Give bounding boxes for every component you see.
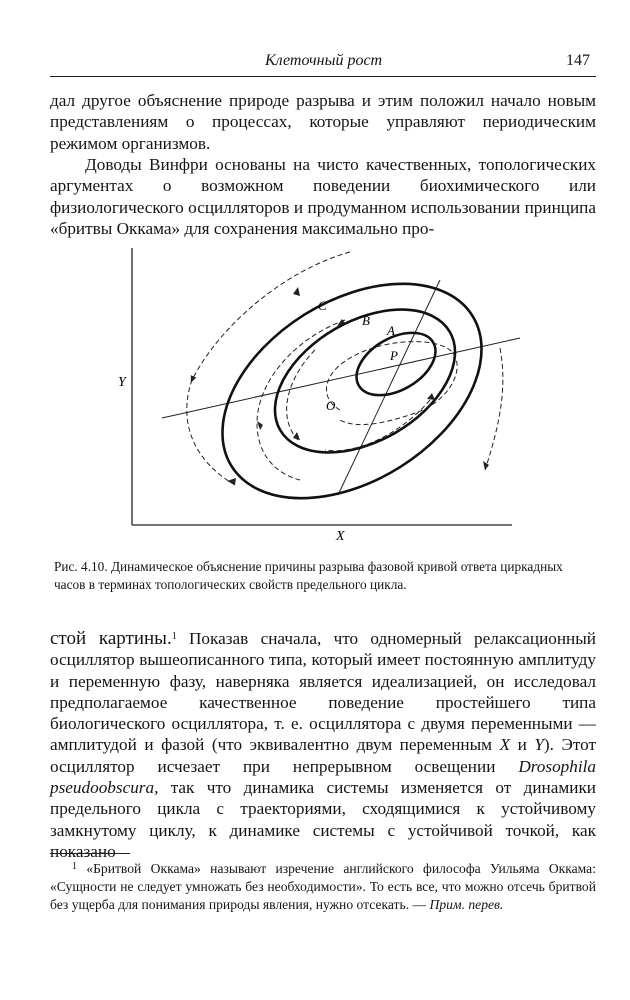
phase-portrait-diagram xyxy=(100,240,540,540)
footnote xyxy=(50,860,596,915)
trajectory-inner-left xyxy=(287,350,315,440)
var-y: Y xyxy=(534,735,544,755)
header-rule xyxy=(50,76,596,77)
cycle-b xyxy=(250,280,480,482)
label-b: B xyxy=(362,313,370,328)
arrow-head-3 xyxy=(483,461,489,470)
running-title: Клеточный рост xyxy=(265,52,383,69)
footnote-note: Прим. перев. xyxy=(429,897,504,913)
footnote-mark: 1 xyxy=(72,861,77,872)
paragraph-2: Доводы Винфри основаны на чисто качественных, топологических аргументах о возможном поведении биохимического или физиологического осцилляторов и продуманном использовании принципа «бритвы Оккама» для сохранения максимально про- xyxy=(50,155,596,238)
conj-and: и xyxy=(510,735,535,755)
label-a: A xyxy=(387,323,395,338)
paragraph-3-text-1: Показав сначала, что одномерный релаксационный осциллятор вышеописанного типа, который имеет постоянную амплитуду и переменную фазу, наверняка является идеализацией, он исследовал предполагаемое качественное поведение простейшего типа биологического осциллятора, т. е. осциллятора с двумя переменными — амплитудой и фазой (что эквивалентно двум переменным xyxy=(50,629,596,755)
trajectory-outer-right xyxy=(485,348,503,470)
arrow-head-5 xyxy=(293,432,300,440)
footnote-text: «Бритвой Оккама» называют изречение английского философа Уильяма Оккама: «Сущности не следует умножать без необходимости». То есть все, что можно отсечь бритвой без ущерба для понимания природы явления, нужно отсекать. — xyxy=(50,861,596,913)
phase-line xyxy=(162,338,520,418)
label-c: C xyxy=(318,298,327,313)
species-name: Drosophila pseudoobscura, xyxy=(50,756,596,798)
page-number: 147 xyxy=(566,52,590,69)
paragraph-3-text-3: так что динамика системы изменяется от динамики предельного цикла с траекториями, сходящимися к устойчивому замкнутому циклу, к динамике системы с устойчивой точкой, как показано xyxy=(50,778,596,861)
running-header xyxy=(50,52,596,72)
x-axis-label: X xyxy=(336,529,345,540)
arrow-head-6 xyxy=(427,393,435,400)
arrow-head-4 xyxy=(257,421,263,430)
footnote-ref: 1 xyxy=(171,631,177,642)
y-axis-label: Y xyxy=(118,375,126,390)
arrow-head-1 xyxy=(293,287,300,296)
cycle-c xyxy=(184,240,520,540)
figure-limit-cycle xyxy=(100,240,540,540)
footnote-rule xyxy=(50,853,130,854)
paragraph-3-text-2: ). Этот осциллятор исчезает при непрерывном освещении xyxy=(50,735,596,776)
arrow-head-2 xyxy=(227,478,236,485)
label-o: O xyxy=(326,398,336,413)
paragraph-3-lead: стой картины. xyxy=(50,628,172,649)
var-x: X xyxy=(499,735,511,755)
paragraph-1: дал другое объяснение природе разрыва и этим положил начало новым представлениям о процессах, которые управляют периодическим режимом организмов. xyxy=(50,91,596,153)
paragraph-3 xyxy=(50,628,596,862)
figure-caption: Рис. 4.10. Динамическое объяснение причины разрыва фазовой кривой ответа циркадных часов в терминах топологических свойств предельного цикла. xyxy=(54,559,563,592)
label-p: P xyxy=(390,348,398,363)
